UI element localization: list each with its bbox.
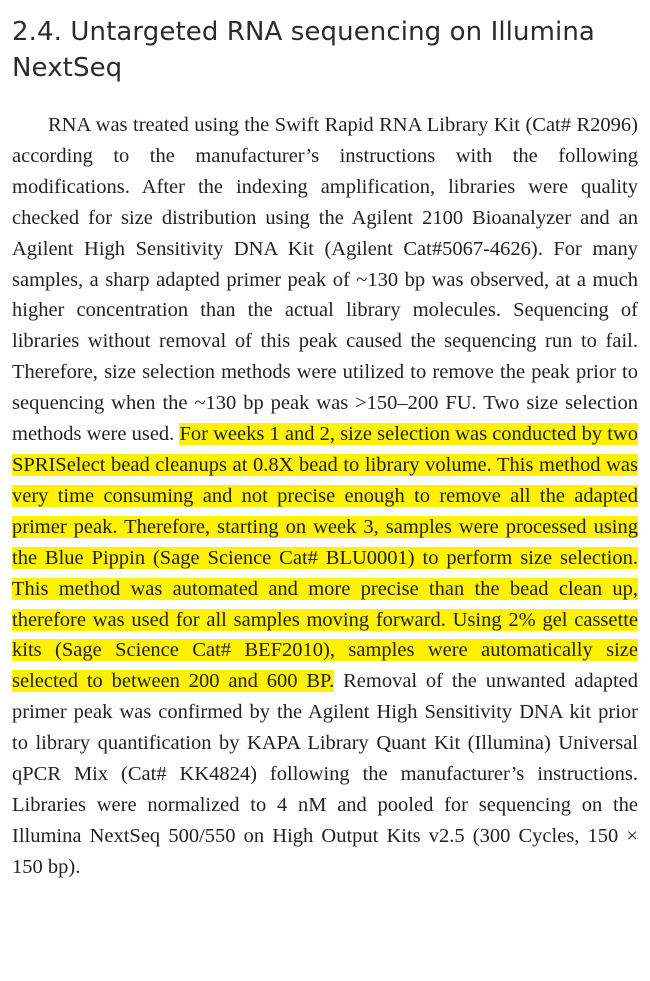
highlighted-text: For weeks 1 and 2, size selection was conducted by two SPRISelect bead cleanups at 0.8X bead to library volume. This method was very time consuming and not precise enough to remove all the adapted primer peak. Therefore, starting on week 3, samples were processed using the Blue Pippin (Sage Science Cat# BLU0001) to perform size selection. This method was automated and more precise than the bead clean up, therefore was used for all samples moving forward. Using 2% gel cassette kits (Sage Science Cat# BEF2010), samples were automatically size selected to between 200 and 600 BP. [12, 423, 638, 693]
body-paragraph [12, 110, 638, 883]
section-heading: 2.4. Untargeted RNA sequencing on Illumina NextSeq [12, 17, 595, 83]
paragraph-text-plain: RNA was treated using the Swift Rapid RNA Library Kit (Cat# R2096) according to the manufacturer’s instructions with the following modifications. After the indexing amplification, libraries were quality checked for size distribution using the Agilent 2100 Bioanalyzer and an Agilent High Sensitivity DNA Kit (Agilent Cat#5067-4626). For many samples, a sharp adapted primer peak of ~130 bp was observed, at a much higher concentration than the actual library molecules. Sequencing of libraries without removal of this peak caused the sequencing run to fail. Therefore, size selection methods were utilized to remove the peak prior to sequencing when the ~130 bp peak was >150–200 FU. Two size selection methods were used. [12, 114, 638, 446]
paragraph-text-plain-end: Removal of the unwanted adapted primer peak was confirmed by the Agilent High Sensitivity DNA kit prior to library quantification by KAPA Library Quant Kit (Illumina) Universal qPCR Mix (Cat# KK4824) following the manufacturer’s instructions. Libraries were normalized to 4 nM and pooled for sequencing on the Illumina NextSeq 500/550 on High Output Kits v2.5 (300 Cycles, 150 × 150 bp). [12, 670, 638, 878]
